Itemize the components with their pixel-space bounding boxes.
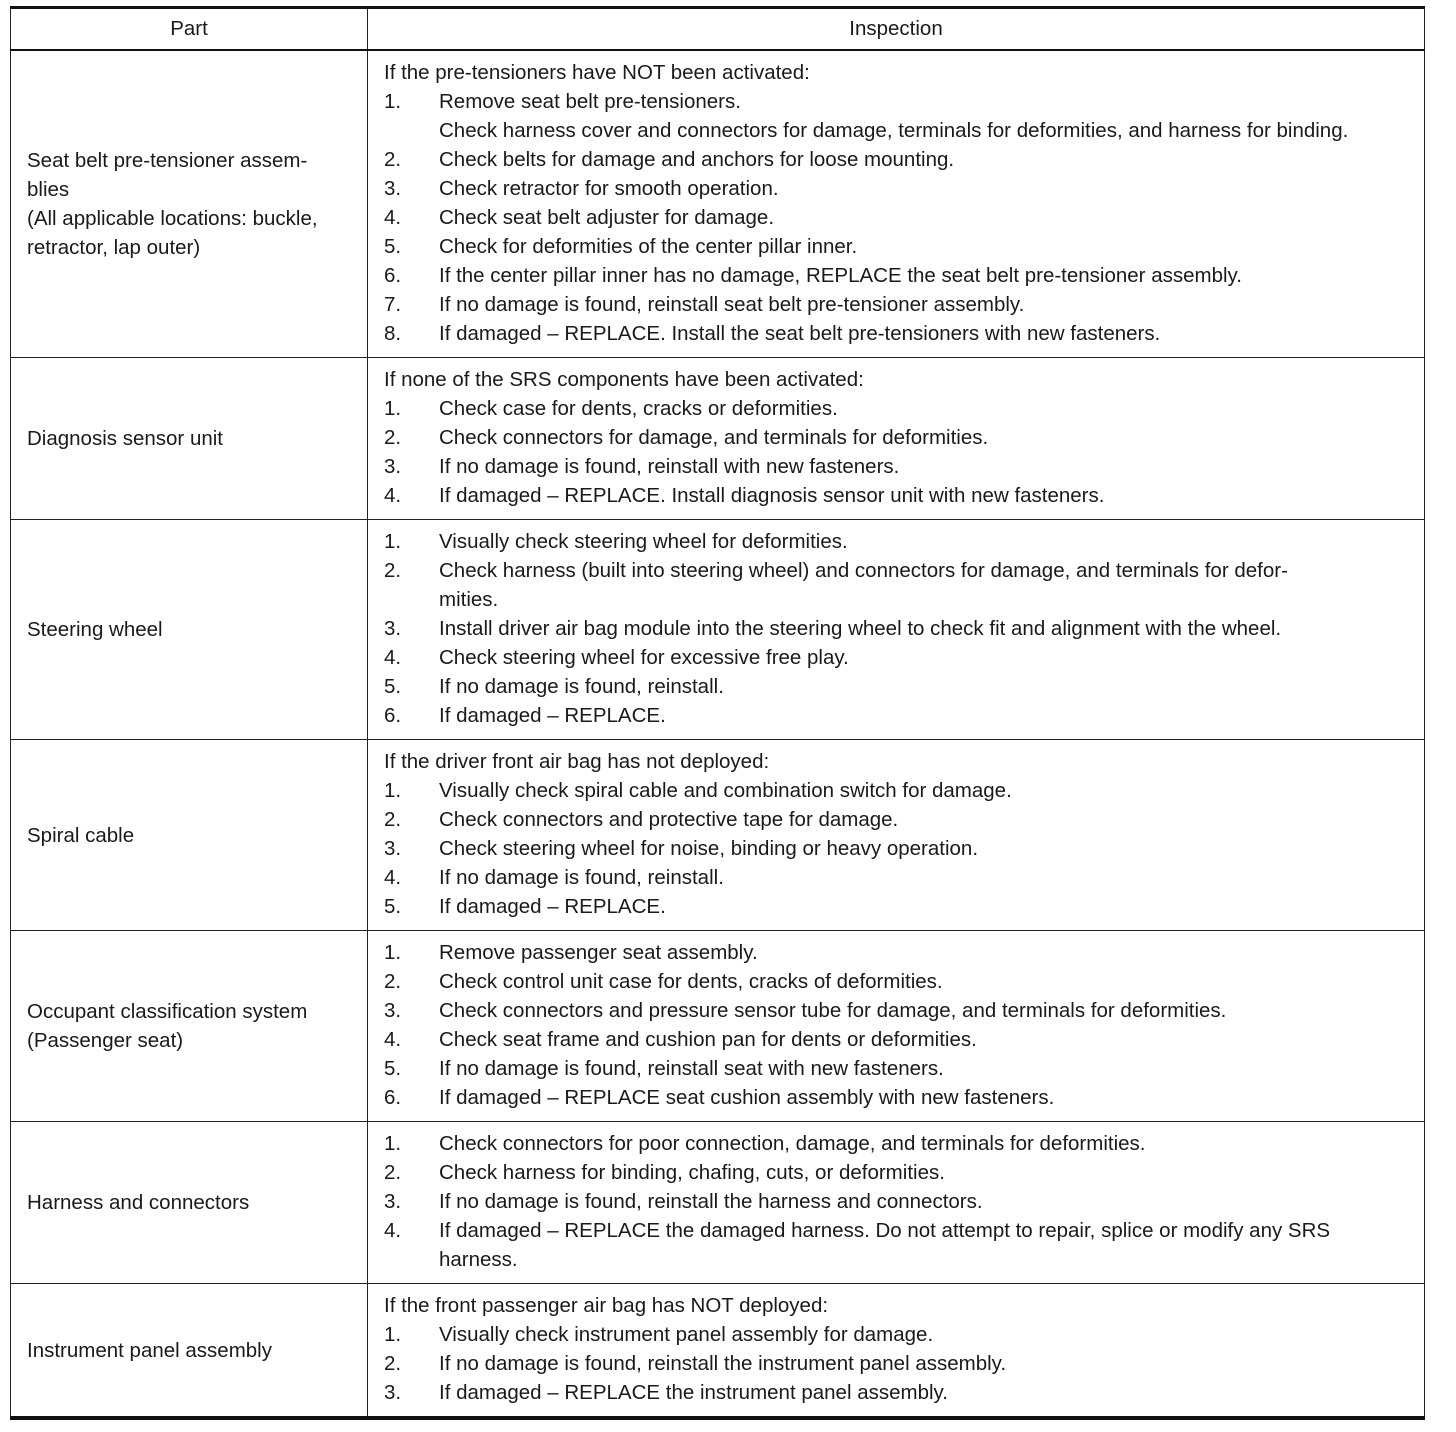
inspection-step [384, 290, 1412, 319]
inspection-step [384, 452, 1412, 481]
step-number: 4. [384, 646, 402, 669]
step-number: 2. [384, 1161, 402, 1184]
inspection-intro: If the front passenger air bag has NOT deployed: [384, 1294, 829, 1317]
inspection-step [384, 1129, 1412, 1158]
step-number: 1. [384, 397, 402, 420]
step-number: 3. [384, 177, 402, 200]
inspection-table [10, 6, 1425, 1420]
step-text: Check connectors for poor connection, damage, and terminals for deformities. [439, 1132, 1146, 1155]
step-number: 1. [384, 90, 402, 113]
step-text: Visually check instrument panel assembly for damage. [439, 1323, 934, 1346]
step-number: 3. [384, 1190, 402, 1213]
inspection-step [384, 834, 1412, 863]
step-number: 5. [384, 1057, 402, 1080]
step-number: 4. [384, 1219, 402, 1242]
inspection-step [384, 232, 1412, 261]
step-text: Check belts for damage and anchors for loose mounting. [439, 148, 955, 171]
table-row [11, 740, 1425, 931]
step-number: 6. [384, 1086, 402, 1109]
inspection-step [384, 1349, 1412, 1378]
inspection-step [384, 556, 1412, 614]
step-text: Remove passenger seat assembly. [439, 941, 758, 964]
inspection-step [384, 1054, 1412, 1083]
inspection-cell [368, 740, 1425, 931]
table-row [11, 1284, 1425, 1419]
step-number: 2. [384, 1352, 402, 1375]
inspection-step [384, 863, 1412, 892]
inspection-step [384, 394, 1412, 423]
inspection-step [384, 805, 1412, 834]
step-text: If damaged – REPLACE. [439, 704, 666, 727]
inspection-step [384, 643, 1412, 672]
header-part: Part [11, 8, 368, 51]
inspection-step [384, 423, 1412, 452]
table-row [11, 358, 1425, 520]
step-text: If damaged – REPLACE the damaged harness. Do not attempt to repair, splice or modify any SRS harness. [439, 1219, 1331, 1271]
part-name: Occupant classification system (Passenger seat) [27, 1000, 308, 1052]
step-number: 3. [384, 837, 402, 860]
inspection-step [384, 938, 1412, 967]
step-text: If damaged – REPLACE. Install the seat belt pre-tensioners with new fasteners. [439, 322, 1161, 345]
step-number: 2. [384, 426, 402, 449]
inspection-intro: If the pre-tensioners have NOT been activated: [384, 61, 810, 84]
step-text: If no damage is found, reinstall the instrument panel assembly. [439, 1352, 1007, 1375]
step-text: If no damage is found, reinstall. [439, 675, 724, 698]
part-name: Diagnosis sensor unit [27, 427, 223, 450]
inspection-cell [368, 931, 1425, 1122]
step-number: 2. [384, 559, 402, 582]
step-number: 4. [384, 866, 402, 889]
part-cell [11, 1284, 368, 1419]
step-number: 8. [384, 322, 402, 345]
step-number: 1. [384, 941, 402, 964]
step-number: 1. [384, 1323, 402, 1346]
step-number: 4. [384, 484, 402, 507]
table-row [11, 520, 1425, 740]
inspection-step [384, 1083, 1412, 1112]
step-text: Check control unit case for dents, cracks of deformities. [439, 970, 943, 993]
inspection-step [384, 319, 1412, 348]
inspection-step [384, 701, 1412, 730]
part-cell [11, 520, 368, 740]
step-text: Check connectors and protective tape for damage. [439, 808, 899, 831]
step-number: 4. [384, 206, 402, 229]
inspection-cell [368, 1122, 1425, 1284]
step-number: 5. [384, 235, 402, 258]
step-number: 3. [384, 999, 402, 1022]
table-body [11, 8, 1425, 1419]
part-cell [11, 931, 368, 1122]
step-text: Remove seat belt pre-tensioners. Check harness cover and connectors for damage, terminals for deformities, and harness for binding. [439, 90, 1349, 142]
part-cell [11, 50, 368, 358]
step-number: 4. [384, 1028, 402, 1051]
inspection-step [384, 1025, 1412, 1054]
step-text: Visually check spiral cable and combination switch for damage. [439, 779, 1012, 802]
step-text: If no damage is found, reinstall seat belt pre-tensioner assembly. [439, 293, 1025, 316]
step-number: 3. [384, 617, 402, 640]
step-text: Check steering wheel for noise, binding or heavy operation. [439, 837, 979, 860]
step-text: Check seat belt adjuster for damage. [439, 206, 775, 229]
part-cell [11, 1122, 368, 1284]
table-row [11, 931, 1425, 1122]
header-inspection: Inspection [368, 8, 1425, 51]
step-text: If damaged – REPLACE the instrument panel assembly. [439, 1381, 948, 1404]
step-text: Install driver air bag module into the steering wheel to check fit and alignment with the wheel. [439, 617, 1282, 640]
step-number: 6. [384, 704, 402, 727]
part-cell [11, 740, 368, 931]
inspection-step [384, 996, 1412, 1025]
step-number: 5. [384, 895, 402, 918]
step-number: 1. [384, 530, 402, 553]
inspection-step [384, 776, 1412, 805]
inspection-step [384, 261, 1412, 290]
part-name: Spiral cable [27, 823, 135, 847]
inspection-step [384, 87, 1412, 145]
step-number: 1. [384, 779, 402, 802]
part-name: Harness and connectors [27, 1191, 250, 1214]
part-name: Steering wheel [27, 618, 163, 641]
step-text: Visually check steering wheel for deformities. [439, 530, 848, 553]
inspection-step [384, 1187, 1412, 1216]
inspection-cell [368, 358, 1425, 520]
part-cell [11, 358, 368, 520]
step-text: Check connectors for damage, and terminals for deformities. [439, 426, 989, 449]
inspection-step [384, 1320, 1412, 1349]
table-row [11, 1122, 1425, 1284]
inspection-step [384, 481, 1412, 510]
step-number: 2. [384, 808, 402, 831]
part-name: Seat belt pre-tensioner assem- blies (All applicable locations: buckle, retractor, lap outer) [27, 149, 318, 259]
inspection-step [384, 892, 1412, 921]
step-number: 2. [384, 970, 402, 993]
step-text: If no damage is found, reinstall seat with new fasteners. [439, 1057, 944, 1080]
inspection-cell [368, 1284, 1425, 1419]
step-text: Check harness for binding, chafing, cuts, or deformities. [439, 1161, 945, 1184]
step-text: Check harness (built into steering wheel) and connectors for damage, and terminals for defor- mities. [439, 559, 1288, 611]
inspection-step [384, 527, 1412, 556]
inspection-step [384, 1378, 1412, 1407]
step-number: 3. [384, 1381, 402, 1404]
step-text: If damaged – REPLACE. [439, 895, 666, 918]
step-text: If damaged – REPLACE seat cushion assembly with new fasteners. [439, 1086, 1055, 1109]
inspection-step [384, 145, 1412, 174]
inspection-intro: If the driver front air bag has not deployed: [384, 750, 770, 773]
table-header-row [11, 8, 1425, 51]
inspection-step [384, 672, 1412, 701]
step-number: 1. [384, 1132, 402, 1155]
step-text: If damaged – REPLACE. Install diagnosis sensor unit with new fasteners. [439, 484, 1105, 507]
inspection-step [384, 614, 1412, 643]
step-text: Check steering wheel for excessive free play. [439, 646, 849, 669]
step-text: Check retractor for smooth operation. [439, 177, 779, 200]
inspection-step [384, 203, 1412, 232]
step-text: Check seat frame and cushion pan for dents or deformities. [439, 1028, 977, 1051]
step-number: 5. [384, 675, 402, 698]
step-number: 6. [384, 264, 402, 287]
inspection-cell [368, 520, 1425, 740]
inspection-intro: If none of the SRS components have been activated: [384, 368, 864, 391]
step-text: If no damage is found, reinstall. [439, 866, 724, 889]
part-name: Instrument panel assembly [27, 1338, 272, 1362]
step-text: Check connectors and pressure sensor tube for damage, and terminals for deformities. [439, 999, 1227, 1022]
step-number: 3. [384, 455, 402, 478]
step-text: Check for deformities of the center pillar inner. [439, 235, 858, 258]
step-number: 7. [384, 293, 402, 316]
inspection-cell [368, 50, 1425, 358]
step-text: Check case for dents, cracks or deformities. [439, 397, 838, 420]
inspection-step [384, 1158, 1412, 1187]
step-text: If the center pillar inner has no damage, REPLACE the seat belt pre-tensioner assembly. [439, 264, 1242, 287]
inspection-step [384, 174, 1412, 203]
step-number: 2. [384, 148, 402, 171]
step-text: If no damage is found, reinstall the harness and connectors. [439, 1190, 983, 1213]
inspection-step [384, 1216, 1412, 1274]
step-text: If no damage is found, reinstall with new fasteners. [439, 455, 900, 478]
inspection-step [384, 967, 1412, 996]
table-row [11, 50, 1425, 358]
